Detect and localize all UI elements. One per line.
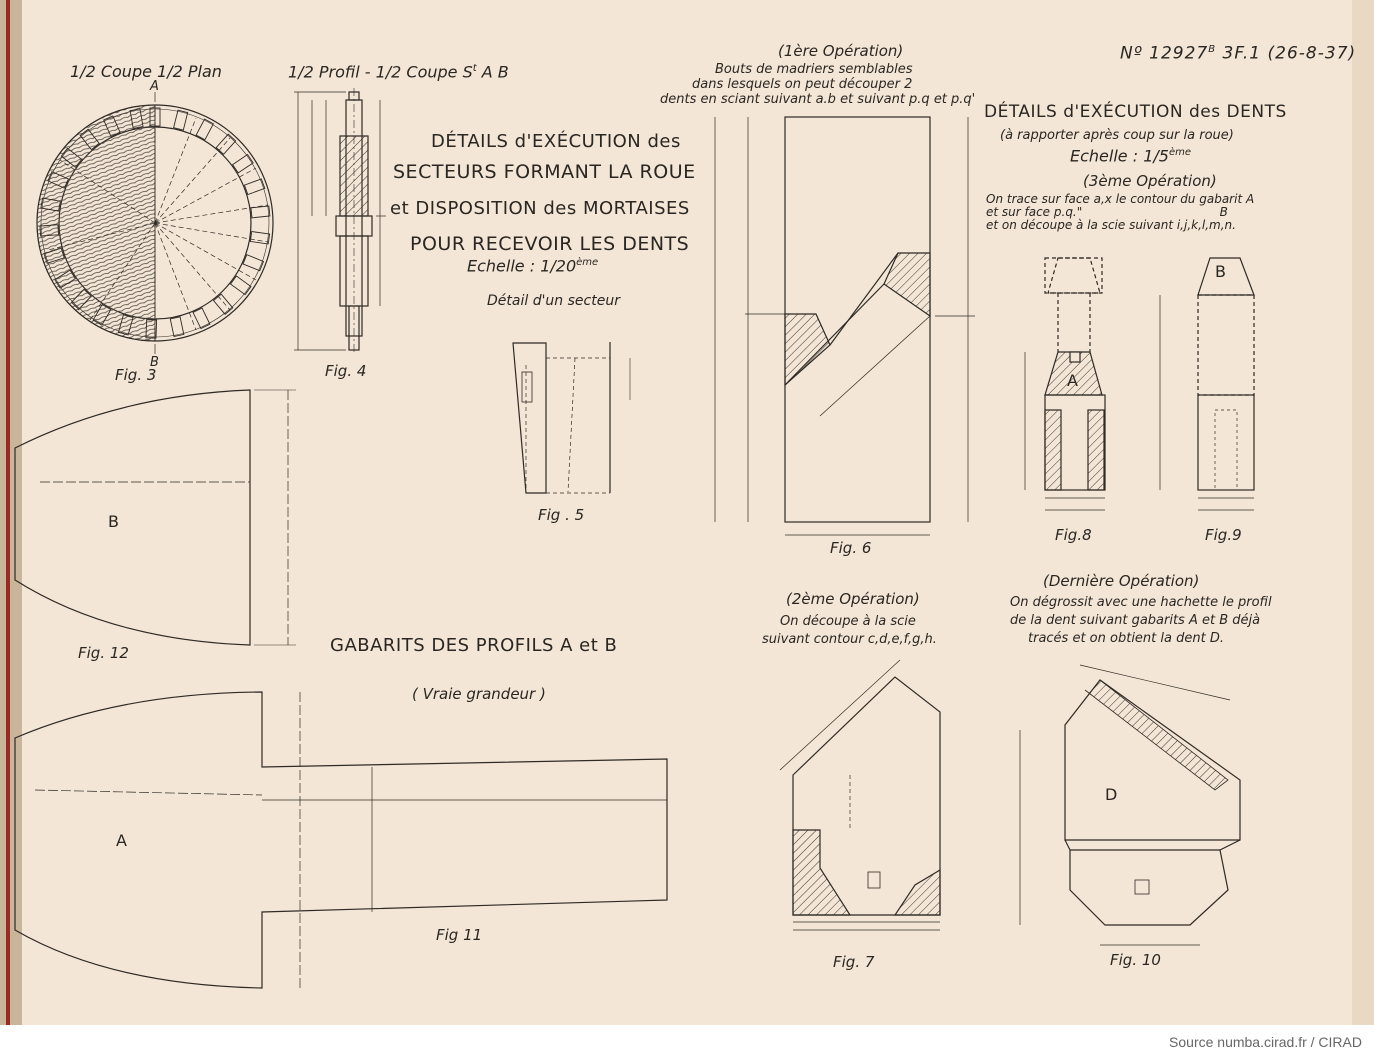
fig8-label: Fig.8 — [1055, 526, 1092, 544]
sectors-scale: Echelle : 1/20ème — [467, 256, 599, 276]
fig12-label: Fig. 12 — [78, 644, 129, 662]
fig9-label: Fig.9 — [1205, 526, 1242, 544]
op-last-line-4: tracés et on obtient la dent D. — [1028, 631, 1224, 646]
sectors-title-4: POUR RECEVOIR LES DENTS — [410, 233, 690, 255]
fig9-letter-b: B — [1215, 262, 1226, 281]
fig10-letter: D — [1105, 785, 1118, 804]
fig3-caption: 1/2 Coupe 1/2 Plan — [70, 62, 222, 81]
op-last-line-2: On dégrossit avec une hachette le profil — [1010, 595, 1272, 610]
fig4-caption: 1/2 Profil - 1/2 Coupe $S^t$ A B — [288, 62, 509, 82]
teeth-title: DÉTAILS d'EXÉCUTION des DENTS — [984, 102, 1287, 122]
sectors-title-2: SECTEURS FORMANT LA ROUE — [393, 161, 696, 183]
teeth-subtitle: (à rapporter après coup sur la roue) — [1000, 128, 1234, 143]
op2-line-3: suivant contour c,d,e,f,g,h. — [762, 632, 937, 647]
footer-bar — [0, 1025, 1374, 1054]
fig5-caption: Détail d'un secteur — [487, 293, 620, 309]
fig6-label: Fig. 6 — [830, 539, 872, 557]
binding-edge — [0, 0, 22, 1025]
fig8-letter-a: A — [1067, 371, 1078, 390]
fig5-label: Fig . 5 — [538, 506, 585, 524]
fig7-label: Fig. 7 — [833, 953, 875, 971]
op1-line-4: dents en sciant suivant a.b et suivant p.q et p.q' — [660, 92, 976, 107]
op1-line-2: Bouts de madriers semblables — [715, 62, 913, 77]
fig4-label: Fig. 4 — [325, 362, 367, 380]
sectors-title-3: et DISPOSITION des MORTAISES — [390, 198, 690, 219]
op1-title: (1ère Opération) — [778, 42, 904, 60]
op3-line-4: et on découpe à la scie suivant i,j,k,l,m,n. — [986, 218, 1236, 232]
op3-title: (3ème Opération) — [1083, 172, 1217, 190]
point-a: A — [150, 79, 159, 94]
gabarits-title: GABARITS DES PROFILS A et B — [330, 635, 618, 656]
sectors-title-1: DÉTAILS d'EXÉCUTION des — [431, 131, 681, 152]
fig11-letter: A — [116, 831, 127, 850]
teeth-scale: Echelle : 1/5ème — [1070, 146, 1191, 166]
fig10-label: Fig. 10 — [1110, 951, 1161, 969]
op2-line-2: On découpe à la scie — [780, 614, 916, 629]
doc-number: Nº $12927^B$ 3F.1 (26-8-37) — [1120, 43, 1357, 64]
gabarits-subtitle: ( Vraie grandeur ) — [412, 685, 546, 703]
binding-stitch — [6, 0, 10, 1025]
op1-line-3: dans lesquels on peut découper 2 — [692, 77, 913, 92]
op3-line-2: On trace sur face a,x le contour du gabarit A — [986, 192, 1255, 206]
fig3-label: Fig. 3 — [115, 366, 157, 384]
op3-line-3: et sur face p.q." B — [986, 205, 1228, 219]
op2-title: (2ème Opération) — [786, 590, 920, 608]
fig12-letter: B — [108, 512, 119, 531]
fig11-label: Fig 11 — [436, 926, 483, 944]
op-last-title: (Dernière Opération) — [1043, 572, 1200, 590]
source-credit[interactable]: Source numba.cirad.fr / CIRAD — [1169, 1034, 1362, 1050]
point-b: B — [150, 355, 159, 370]
op-last-line-3: de la dent suivant gabarits A et B déjà — [1010, 613, 1261, 628]
